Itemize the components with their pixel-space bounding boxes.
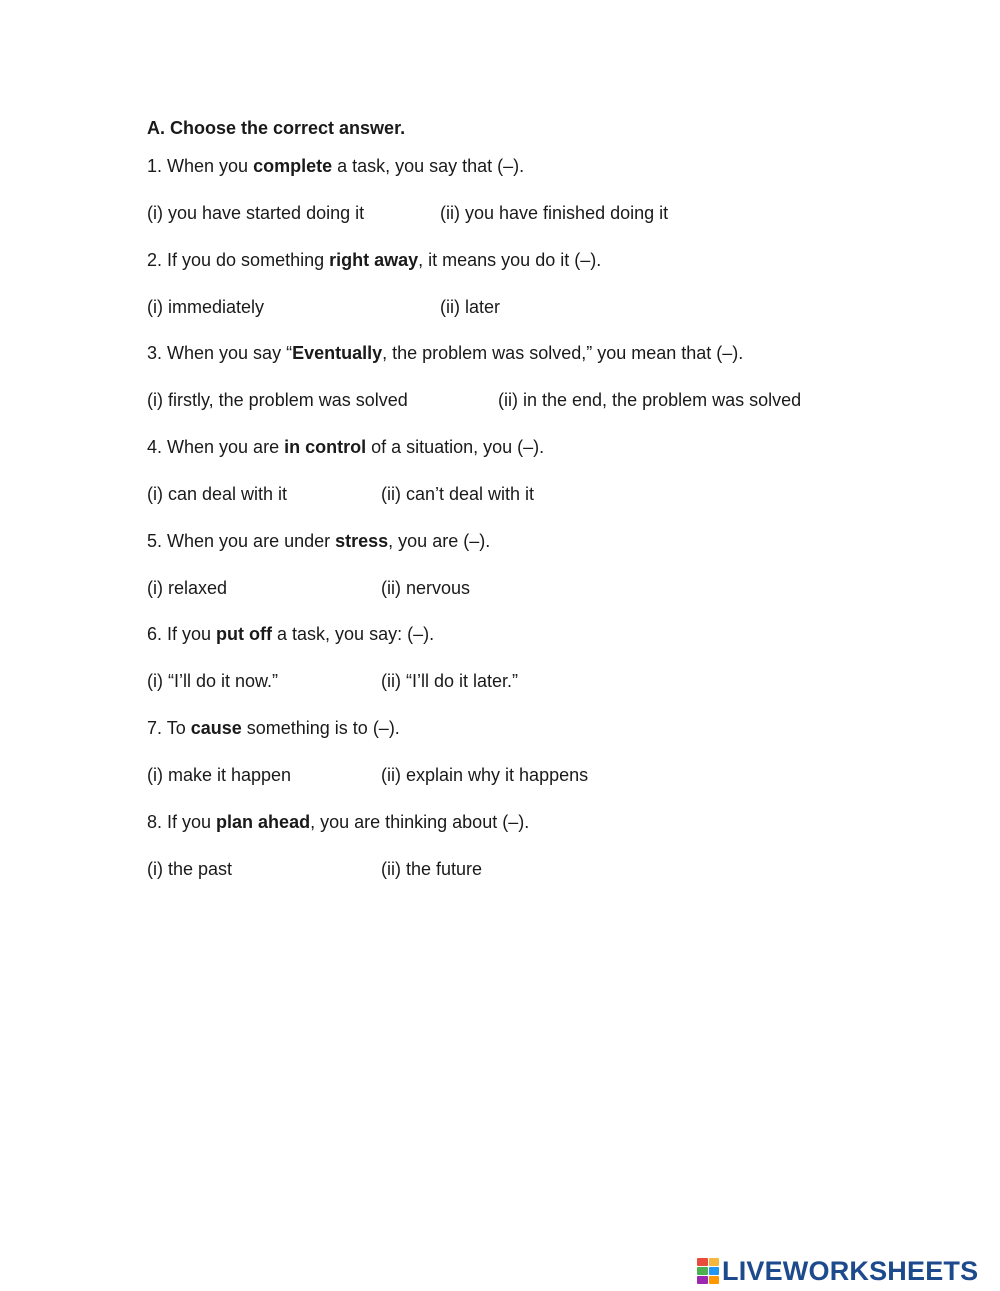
question-text-suffix: of a situation, you (–). [366,437,545,457]
question-text-suffix: , the problem was solved,” you mean that (–). [382,343,744,363]
question-6-option-i[interactable]: (i) “I’ll do it now.” [147,671,279,691]
question-3 [147,342,743,364]
question-text-suffix: something is to (–). [241,718,400,738]
question-5 [147,530,490,552]
question-text-prefix: 4. When you are [147,437,285,457]
question-text-prefix: 8. If you [147,812,217,832]
question-text-suffix: a task, you say: (–). [272,624,435,644]
question-keyword: in control [284,437,367,457]
question-keyword: cause [190,718,242,738]
question-5-option-i[interactable]: (i) relaxed [147,578,228,598]
question-5-option-ii[interactable]: (ii) nervous [381,578,471,598]
question-text-suffix: , you are (–). [388,531,491,551]
question-4 [147,436,544,458]
section-heading: A. Choose the correct answer. [147,118,406,138]
logo-block [709,1258,720,1266]
liveworksheets-logo [697,1255,978,1287]
question-text-prefix: 7. To [147,718,191,738]
question-7-option-ii[interactable]: (ii) explain why it happens [381,765,589,785]
question-keyword: Eventually [292,343,383,363]
question-7-option-i[interactable]: (i) make it happen [147,765,292,785]
question-text-suffix: , it means you do it (–). [418,250,602,270]
logo-text: LIVEWORKSHEETS [722,1255,979,1286]
question-text-prefix: 6. If you [147,624,217,644]
question-1-option-i[interactable]: (i) you have started doing it [147,203,365,223]
question-keyword: right away [329,250,419,270]
question-7 [147,717,400,739]
question-keyword: put off [216,624,273,644]
question-6-option-ii[interactable]: (ii) “I’ll do it later.” [381,671,519,691]
question-text-prefix: 5. When you are under [147,531,336,551]
question-1-option-ii[interactable]: (ii) you have finished doing it [440,203,669,223]
question-text-prefix: 3. When you say “ [147,343,293,363]
question-keyword: plan ahead [216,812,311,832]
question-text-prefix: 2. If you do something [147,250,330,270]
question-keyword: stress [335,531,389,551]
question-text-suffix: a task, you say that (–). [332,156,525,176]
question-1 [147,155,524,177]
logo-blocks-icon [697,1258,719,1284]
question-8 [147,811,529,833]
question-8-option-ii[interactable]: (ii) the future [381,859,483,879]
question-keyword: complete [253,156,333,176]
question-text-prefix: 1. When you [147,156,254,176]
logo-block [709,1276,720,1284]
question-text-suffix: , you are thinking about (–). [310,812,530,832]
question-6 [147,623,434,645]
question-2-option-ii[interactable]: (ii) later [440,297,501,317]
question-8-option-i[interactable]: (i) the past [147,859,233,879]
question-3-option-i[interactable]: (i) firstly, the problem was solved [147,390,408,410]
logo-block [697,1276,708,1284]
question-4-option-ii[interactable]: (ii) can’t deal with it [381,484,535,504]
question-2-option-i[interactable]: (i) immediately [147,297,265,317]
question-4-option-i[interactable]: (i) can deal with it [147,484,288,504]
logo-block [697,1267,708,1275]
logo-block [697,1258,708,1266]
logo-block [709,1267,720,1275]
question-2 [147,249,601,271]
question-3-option-ii[interactable]: (ii) in the end, the problem was solved [498,390,802,410]
